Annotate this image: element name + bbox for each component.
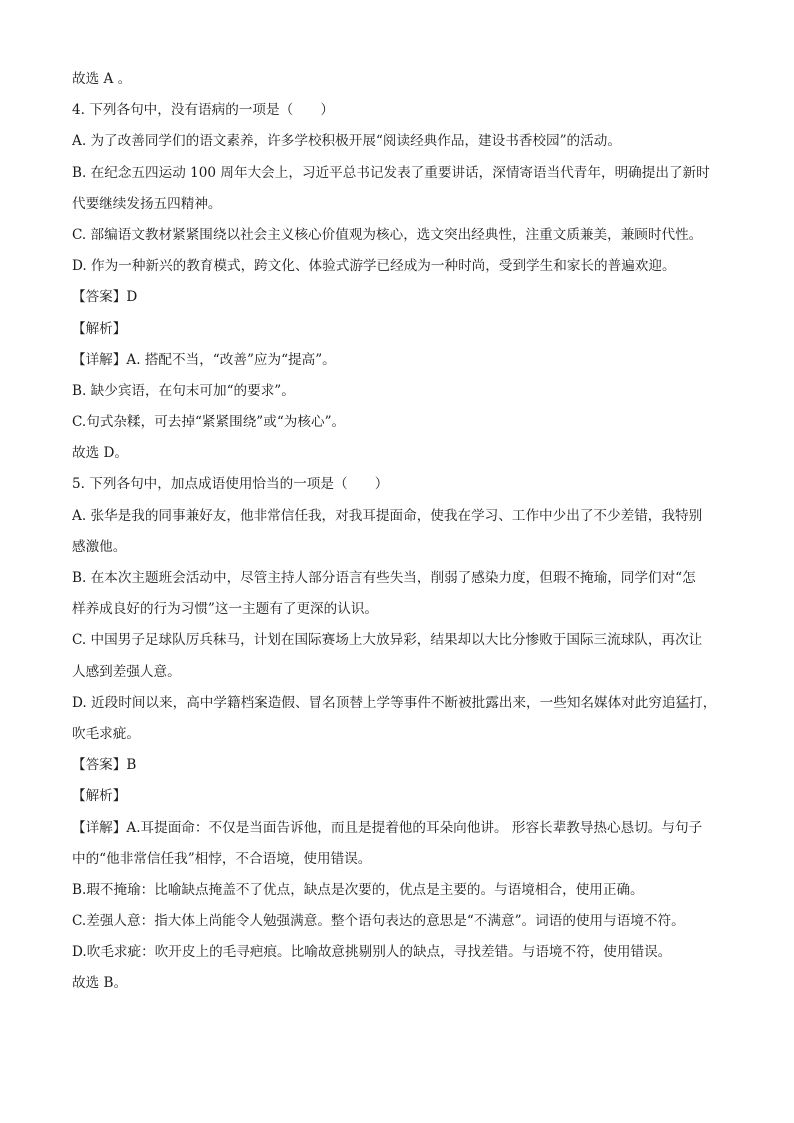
- q4-analysis-heading: 【解析】: [72, 320, 127, 337]
- q5-stem: 5. 下列各句中，加点成语使用恰当的一项是（ ）: [72, 476, 389, 493]
- q4-answer: 【答案】D: [72, 289, 138, 306]
- q5-detail-1a: 【详解】A.耳提面命：不仅是当面告诉他，而且是提着他的耳朵向他讲。 形容长辈教导热心恳切。与句子: [72, 819, 703, 836]
- q5-option-c-line2: 人感到差强人意。: [72, 663, 181, 680]
- q4-option-d: D. 作为一种新兴的教育模式，跨文化、体验式游学已经成为一种时尚，受到学生和家长的普遍欢迎。: [72, 258, 676, 275]
- q5-option-c-line1: C. 中国男子足球队厉兵秣马，计划在国际赛场上大放异彩，结果却以大比分惨败于国际三流球队，再次让: [72, 632, 703, 649]
- q5-option-a-line1: A. 张华是我的同事兼好友，他非常信任我，对我耳提面命，使我在学习、工作中少出了不少差错，我特别: [72, 507, 703, 524]
- q5-option-b-line2: 样养成良好的行为习惯”这一主题有了更深的认识。: [72, 601, 379, 618]
- q5-conclusion: 故选 B。: [72, 975, 128, 992]
- q5-analysis-heading: 【解析】: [72, 788, 127, 805]
- q4-option-b-line1: B. 在纪念五四运动 100 周年大会上，习近平总书记发表了重要讲话，深情寄语当代青年，明确提出了新时: [72, 164, 710, 181]
- q4-option-b-line2: 代要继续发扬五四精神。: [72, 195, 222, 212]
- q5-option-d-line1: D. 近段时间以来，高中学籍档案造假、冒名顶替上学等事件不断被批露出来，一些知名媒体对此穷追猛打，: [72, 694, 717, 711]
- q5-detail-2: B.瑕不掩瑜：比喻缺点掩盖不了优点，缺点是次要的，优点是主要的。与语境相合，使用正确。: [72, 881, 644, 898]
- q5-detail-4: D.吹毛求疵：吹开皮上的毛寻疤痕。比喻故意挑剔别人的缺点，寻找差错。与语境不符，使用错误。: [72, 944, 672, 961]
- q5-answer: 【答案】B: [72, 757, 137, 774]
- q4-detail-3: C.句式杂糅，可去掉“紧紧围绕”或“为核心”。: [72, 414, 346, 431]
- q4-stem: 4. 下列各句中，没有语病的一项是（ ）: [72, 102, 334, 119]
- document-page: [72, 64, 724, 1000]
- q5-option-d-line2: 吹毛求疵。: [72, 725, 140, 742]
- q4-detail-1: 【详解】A. 搭配不当，“改善”应为“提高”。: [72, 351, 336, 368]
- q5-detail-3: C.差强人意：指大体上尚能令人勉强满意。整个语句表达的意思是“不满意”。词语的使用与语境不符。: [72, 913, 685, 930]
- q5-detail-1b: 中的“他非常信任我”相悖，不合语境，使用错误。: [72, 850, 372, 867]
- q3-conclusion: 故选 A 。: [72, 71, 132, 87]
- q5-option-a-line2: 感激他。: [72, 538, 127, 555]
- q4-option-c: C. 部编语文教材紧紧围绕以社会主义核心价值观为核心，选文突出经典性，注重文质兼美，兼顾时代性。: [72, 226, 703, 243]
- q4-option-a: A. 为了改善同学们的语文素养，许多学校积极开展“阅读经典作品，建设书香校园”的活动。: [72, 133, 621, 150]
- q4-conclusion: 故选 D。: [72, 445, 129, 462]
- q5-option-b-line1: B. 在本次主题班会活动中，尽管主持人部分语言有些失当，削弱了感染力度，但瑕不掩瑜，同学们对“怎: [72, 570, 696, 586]
- q4-detail-2: B. 缺少宾语，在句末可加“的要求”。: [72, 382, 295, 399]
